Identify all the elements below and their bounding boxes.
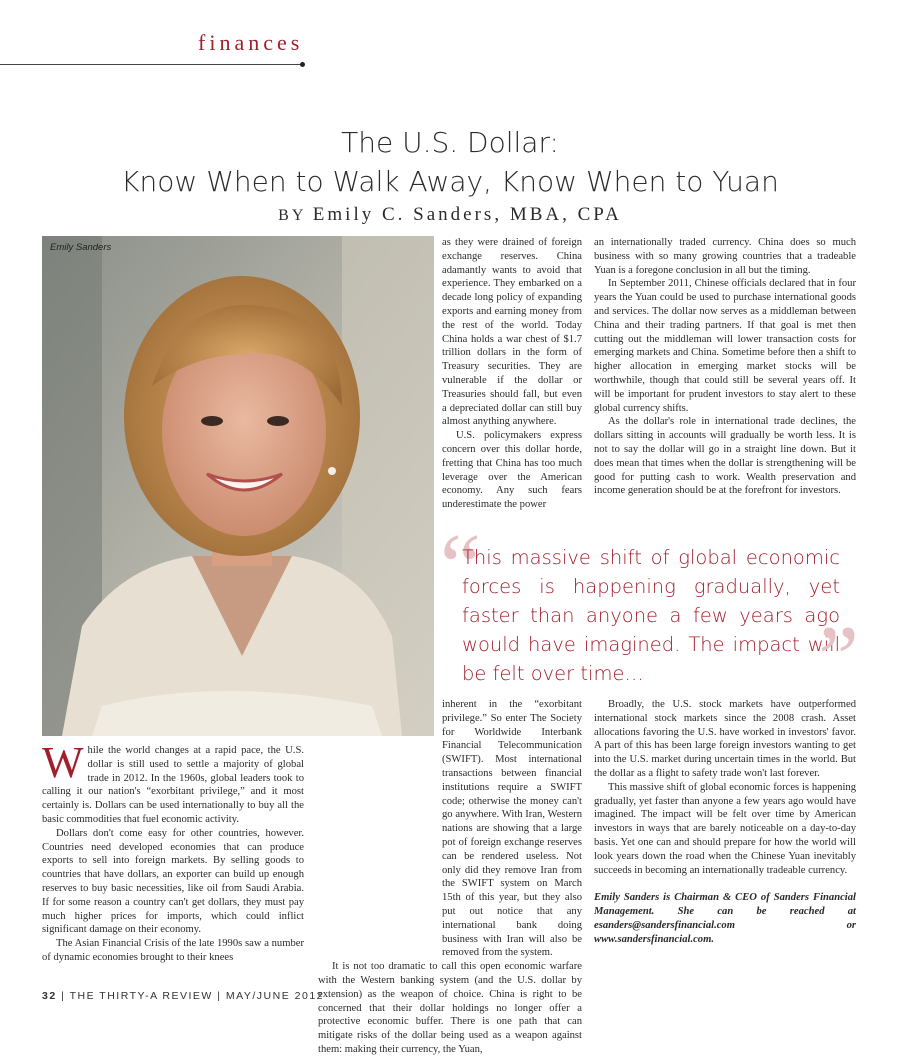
author-photo xyxy=(42,236,434,736)
drop-cap: W xyxy=(42,738,84,787)
column-3-top xyxy=(594,236,856,498)
column-2-top xyxy=(442,236,582,512)
paragraph: Broadly, the U.S. stock markets have outperformed international stock markets since the 2008 crash. Asset allocations favoring the U.S. have worked in investors' favor. A part of this has been large foreign investors wanting to get into the U.S. market during uncertain times in the world. But the dollar as a flight to safety trade won't last forever. xyxy=(594,699,856,779)
column-3-bottom xyxy=(594,698,856,947)
paragraph: As the dollar's role in international trade declines, the dollars sitting in accounts will gradually be worth less. It is not to say the dollar will go in a straight line down. But it does mean that times when the dollar is strengthening will be good for putting cash to work. Wealth preservation and income generation should be at the forefront for investors. xyxy=(594,416,856,497)
section-rule xyxy=(0,64,302,65)
byline-by: BY xyxy=(278,207,306,224)
page-number: 32 xyxy=(42,990,57,1002)
close-quote-mark: ” xyxy=(818,607,859,709)
paragraph: as they were drained of foreign exchange reserves. China adamantly wants to avoid that experience. They embarked on a decade long policy of expanding exports and earning money from the rest of the world. Today China holds a war chest of $1.7 trillion dollars in the form of Treasury securities. They are vulnerable if the dollar or Treasuries should fall, but even a depreciated dollar can still buy almost anything anywhere. xyxy=(442,237,582,428)
author-bio: Emily Sanders is Chairman & CEO of Sanders Financial Management. She can be reached at esanders@sandersfinancial.com or www.sandersfinancial.com. xyxy=(594,892,856,945)
page-footer xyxy=(42,990,324,1002)
paragraph: Dollars don't come easy for other countries, however. Countries need developed economies that can produce exports to sell into foreign markets. By selling goods to countries that have dollars, an exporter can build up enough reserves to buy basic necessities, like oil from Saudi Arabia. If for some reason a country can't get dollars, they must pay much higher prices for imports, which could inflict significant damage on their economy. xyxy=(42,827,304,936)
publication-name: THE THIRTY-A REVIEW xyxy=(69,990,213,1002)
column-2-bottom xyxy=(318,698,582,1057)
issue-date: MAY/JUNE 2012 xyxy=(225,990,324,1002)
open-quote-mark: “ xyxy=(440,515,481,617)
footer-separator: | xyxy=(61,990,66,1002)
paragraph: The Asian Financial Crisis of the late 1990s saw a number of dynamic economies brought to their knees xyxy=(42,938,304,963)
article-title-line1: The U.S. Dollar: xyxy=(341,126,559,159)
photo-caption: Emily Sanders xyxy=(50,242,112,253)
paragraph: inherent in the “exorbitant privilege.” So enter The Society for Worldwide Interbank Financial Telecommunication (SWIFT). Most international transactions between financial institutions require a SWIFT code; otherwise the money can't go anywhere. With Iran, Western nations are showing that a large pot of foreign exchange reserves can be rendered useless. Not only did they remove Iran from the SWIFT system on March 15th of this year, but they also put out notice that any international bank doing business with Iran will also be removed from the system. xyxy=(442,699,582,959)
paragraph: It is not too dramatic to call this open economic warfare with the Western banking system (and the U.S. dollar by extension) as the weapon of choice. China is right to be concerned that their dollar holdings no longer offer a protective economic buffer. There is one path that can mitigate risks of the dollar being used as a weapon against them: making their currency, the Yuan, xyxy=(318,961,582,1055)
pull-quote: This massive shift of global economic forces is happening gradually, yet faster than anyone a few years ago would have imagined. The impact will be felt over time… xyxy=(462,546,840,685)
byline-author: Emily C. Sanders, MBA, CPA xyxy=(312,204,622,225)
paragraph: U.S. policymakers express concern over this dollar horde, fretting that China has too much leverage over the American economy. Any such fears underestimate the power xyxy=(442,430,582,511)
paragraph: This massive shift of global economic forces is happening gradually, yet faster than anyone a few years ago would have imagined. The impact will be felt over time by American investors in ways that are barely noticeable on a day-to-day basis. Yet one can and should prepare for how the world will look years down the road when the Chinese Yuan inevitably succeeds in becoming an internationally tradeable currency. xyxy=(594,781,856,876)
paragraph: In September 2011, Chinese officials declared that in four years the Yuan could be used to purchase international goods and services. The dollar now serves as a middleman between China and their trading partners. If that goal is met then cutting out the middleman will lower transaction costs for emerging markets and China. Sometime before then a shift to higher allocation in emerging market stocks will be worthwhile, though that could still be several years off. It will be important for prudent investors to stay alert to these global currency shifts. xyxy=(594,278,856,414)
article-title-line2: Know When to Walk Away, Know When to Yuan xyxy=(121,165,779,198)
section-rule-dot xyxy=(300,62,305,67)
footer-separator: | xyxy=(217,990,222,1002)
section-heading: finances xyxy=(198,30,304,55)
lead-text: hile the world changes at a rapid pace, the U.S. dollar is still used to settle a majority of global trade in 2012. In the 1960s, global leaders took to calling it our nation's “exorbitant privilege,” and it most certainly is. Dollars can be used internationally to buy all the basic commodities that fuel economic activity. xyxy=(42,745,304,825)
paragraph-lead xyxy=(42,738,304,827)
byline xyxy=(0,204,900,226)
column-1 xyxy=(42,738,304,965)
paragraph: an internationally traded currency. China does so much business with so many growing countries that a tradeable Yuan is a foregone conclusion in all but the timing. xyxy=(594,237,856,276)
